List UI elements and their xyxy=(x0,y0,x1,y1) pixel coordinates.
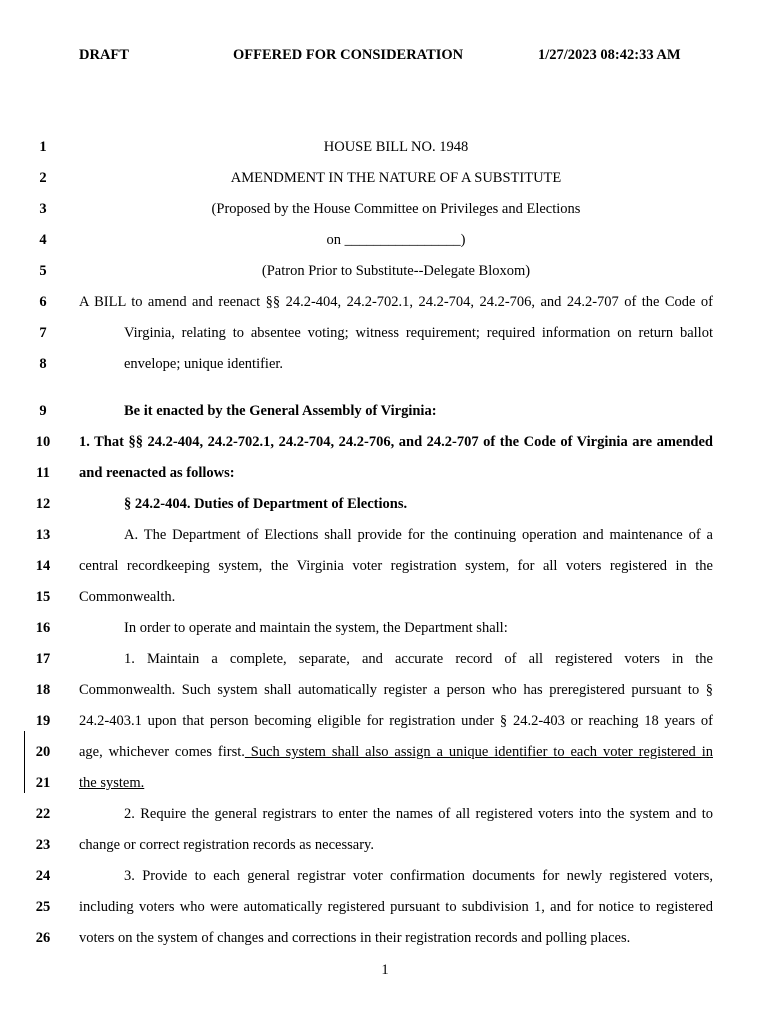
line-text xyxy=(79,928,713,948)
line-number: 18 xyxy=(35,682,51,698)
bill-line xyxy=(0,680,770,700)
bill-line xyxy=(0,401,770,421)
line-text-content: A BILL to amend and reenact §§ 24.2-404, 24.2-702.1, 24.2-704, 24.2-706, and 24.2-707 of the Code of xyxy=(79,294,713,310)
line-number: 7 xyxy=(39,325,47,341)
line-text xyxy=(124,866,713,886)
line-text-content: including voters who were automatically registered pursuant to subdivision 1, and for notice to registered xyxy=(79,899,713,915)
header-status: OFFERED FOR CONSIDERATION xyxy=(233,47,464,63)
line-number: 23 xyxy=(35,837,51,853)
line-text xyxy=(79,897,713,917)
line-number: 15 xyxy=(35,589,51,605)
line-text-content: voters on the system of changes and corrections in their registration records and polling places. xyxy=(79,930,631,946)
line-text xyxy=(79,711,713,731)
line-number: 6 xyxy=(39,294,47,310)
line-text xyxy=(79,463,713,483)
bill-line xyxy=(0,432,770,452)
bill-line xyxy=(0,354,770,374)
line-text xyxy=(79,261,713,281)
line-text-content: and reenacted as follows: xyxy=(79,465,235,481)
line-text-content: age, whichever comes first. xyxy=(79,744,245,760)
line-number: 10 xyxy=(35,434,51,450)
line-number: 11 xyxy=(36,465,50,481)
line-text xyxy=(79,773,713,793)
line-text xyxy=(124,649,713,669)
line-number: 13 xyxy=(35,527,51,543)
bill-line xyxy=(0,463,770,483)
bill-line xyxy=(0,897,770,917)
line-text xyxy=(79,168,713,188)
bill-line xyxy=(0,618,770,638)
line-number: 5 xyxy=(39,263,47,279)
line-text xyxy=(79,230,713,250)
header-draft-label: DRAFT xyxy=(79,47,129,63)
bill-line xyxy=(0,835,770,855)
line-text xyxy=(124,618,713,638)
line-number: 3 xyxy=(39,201,47,217)
line-text xyxy=(124,323,713,343)
bill-line xyxy=(0,866,770,886)
line-number: 22 xyxy=(35,806,51,822)
line-number: 8 xyxy=(39,356,47,372)
line-text-content: on ________________) xyxy=(326,232,466,248)
bill-line xyxy=(0,168,770,188)
line-text xyxy=(79,556,713,576)
line-text xyxy=(124,525,713,545)
line-text xyxy=(79,432,713,452)
line-text-content: Virginia, relating to absentee voting; witness requirement; required information on return ballot xyxy=(124,325,713,341)
bill-line xyxy=(0,137,770,157)
line-text xyxy=(79,587,713,607)
line-number: 1 xyxy=(39,139,47,155)
line-text-content: 2. Require the general registrars to enter the names of all registered voters into the system and to xyxy=(124,806,713,822)
line-text-content: central recordkeeping system, the Virginia voter registration system, for all voters registered in the xyxy=(79,558,713,574)
line-text xyxy=(79,835,713,855)
bill-line xyxy=(0,525,770,545)
bill-line xyxy=(0,230,770,250)
line-number: 9 xyxy=(39,403,47,419)
line-text-content: 1. That §§ 24.2-404, 24.2-702.1, 24.2-704, 24.2-706, and 24.2-707 of the Code of Virginia are amended xyxy=(79,434,713,450)
line-text-content: Be it enacted by the General Assembly of Virginia: xyxy=(124,403,437,419)
line-text-content: envelope; unique identifier. xyxy=(124,356,284,372)
line-text-content: (Patron Prior to Substitute--Delegate Bloxom) xyxy=(261,263,531,279)
line-text xyxy=(124,494,713,514)
bill-line xyxy=(0,587,770,607)
bill-line xyxy=(0,773,770,793)
bill-line xyxy=(0,323,770,343)
line-text-content: Commonwealth. Such system shall automatically register a person who has preregistered pursuant to § xyxy=(79,682,713,698)
line-number: 17 xyxy=(35,651,51,667)
line-text-content: 1. Maintain a complete, separate, and accurate record of all registered voters in the xyxy=(124,651,713,667)
bill-line xyxy=(0,494,770,514)
line-text xyxy=(79,199,713,219)
line-text-content: 3. Provide to each general registrar voter confirmation documents for newly registered voters, xyxy=(124,868,713,884)
line-text xyxy=(124,401,713,421)
line-text xyxy=(79,742,713,762)
line-text-content: In order to operate and maintain the system, the Department shall: xyxy=(124,620,508,636)
line-text-content: A. The Department of Elections shall provide for the continuing operation and maintenance of a xyxy=(124,527,713,543)
line-number: 21 xyxy=(35,775,51,791)
bill-line xyxy=(0,711,770,731)
line-text-content: § 24.2-404. Duties of Department of Elections. xyxy=(124,496,408,512)
line-number: 16 xyxy=(35,620,51,636)
line-number: 25 xyxy=(35,899,51,915)
bill-line xyxy=(0,292,770,312)
bill-line xyxy=(0,804,770,824)
line-text xyxy=(79,292,713,312)
bill-line xyxy=(0,649,770,669)
line-text-content: AMENDMENT IN THE NATURE OF A SUBSTITUTE xyxy=(230,170,562,186)
inserted-text: Such system shall also assign a unique identifier to each voter registered in xyxy=(244,744,713,760)
line-text xyxy=(124,354,713,374)
line-number: 24 xyxy=(35,868,51,884)
bill-line xyxy=(0,742,770,762)
line-text xyxy=(79,137,713,157)
line-text-content: change or correct registration records as necessary. xyxy=(79,837,374,853)
line-text xyxy=(124,804,713,824)
page-number: 1 xyxy=(381,962,389,978)
inserted-text: the system. xyxy=(79,775,145,791)
header-timestamp: 1/27/2023 08:42:33 AM xyxy=(538,47,681,63)
line-number: 14 xyxy=(35,558,51,574)
line-number: 4 xyxy=(39,232,47,248)
line-number: 2 xyxy=(39,170,47,186)
line-text-content: HOUSE BILL NO. 1948 xyxy=(323,139,469,155)
bill-line xyxy=(0,261,770,281)
line-number: 26 xyxy=(35,930,51,946)
line-number: 20 xyxy=(35,744,51,760)
line-text-content: (Proposed by the House Committee on Privileges and Elections xyxy=(211,201,581,217)
line-number: 12 xyxy=(35,496,51,512)
line-text xyxy=(79,680,713,700)
line-text-content: 24.2-403.1 upon that person becoming eligible for registration under § 24.2-403 or reaching 18 years of xyxy=(79,713,713,729)
bill-line xyxy=(0,556,770,576)
bill-line xyxy=(0,928,770,948)
line-number: 19 xyxy=(35,713,51,729)
bill-line xyxy=(0,199,770,219)
line-text-content: Commonwealth. xyxy=(79,589,176,605)
